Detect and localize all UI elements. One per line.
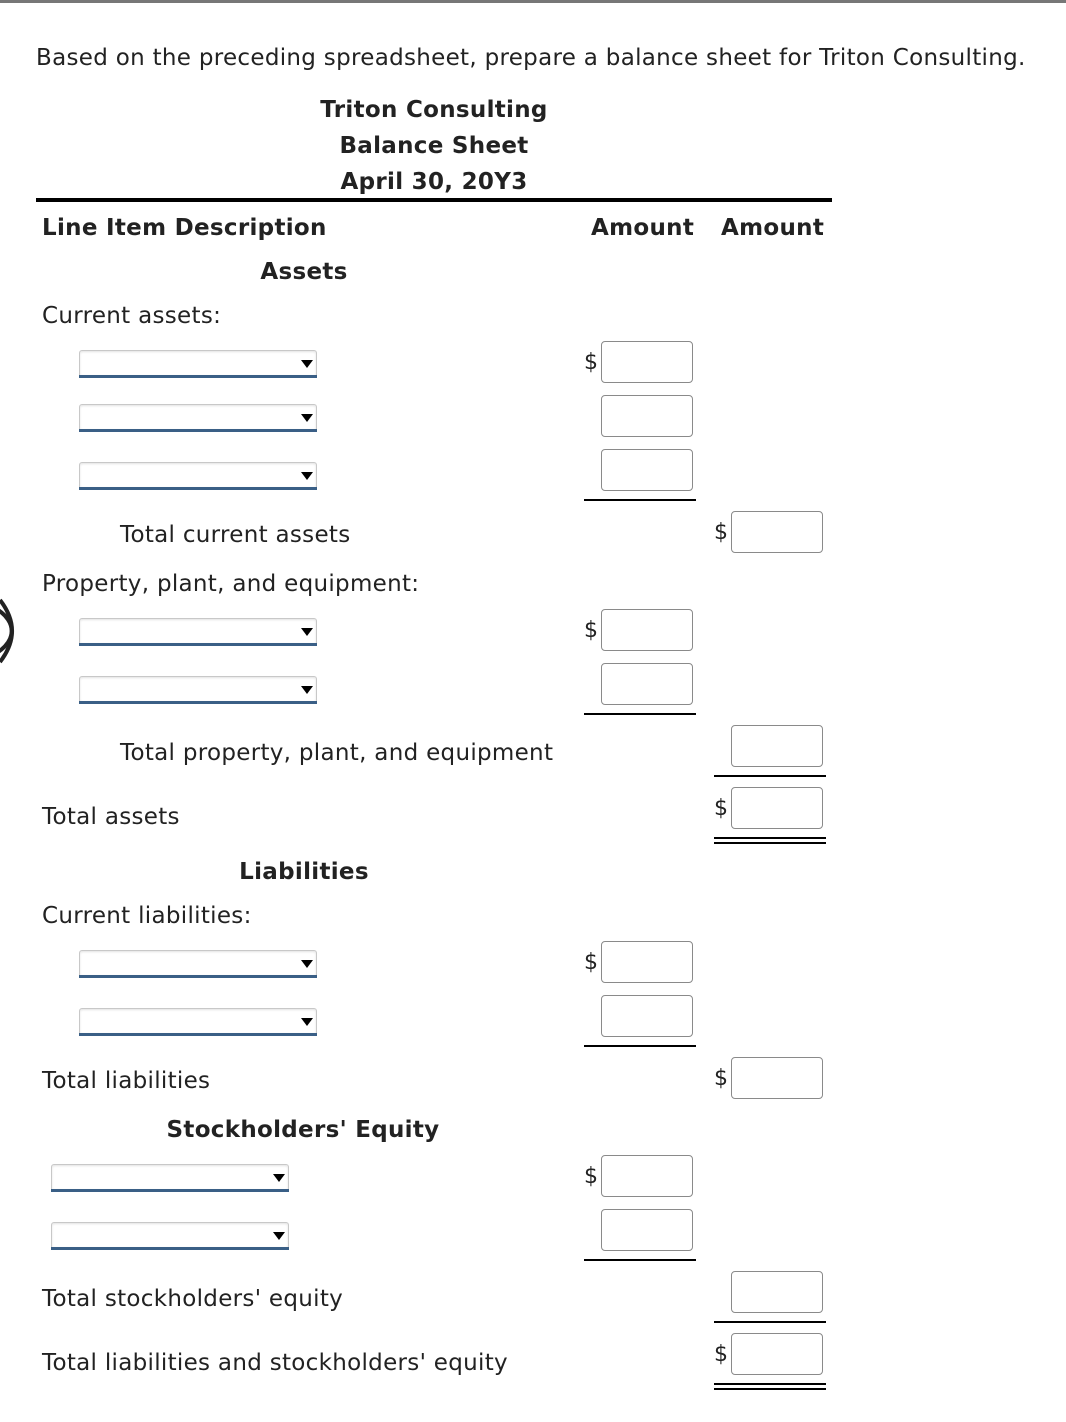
ppe-1-amount-input[interactable]	[601, 609, 693, 651]
current-liability-2-select[interactable]	[79, 1008, 317, 1033]
chevron-down-icon	[301, 360, 313, 368]
ppe-1-select[interactable]	[79, 618, 317, 643]
ppe-label: Property, plant, and equipment:	[42, 571, 420, 597]
dollar-sign: $	[714, 1342, 728, 1367]
total-rule	[714, 775, 826, 777]
column-header-description: Line Item Description	[42, 215, 327, 241]
total-ppe-label: Total property, plant, and equipment	[120, 740, 554, 766]
total-rule	[714, 1321, 826, 1323]
total-equity-input[interactable]	[731, 1271, 823, 1313]
equity-1-select[interactable]	[51, 1164, 289, 1189]
chevron-down-icon	[301, 686, 313, 694]
partial-circle-icon[interactable]	[0, 596, 18, 666]
dollar-sign: $	[584, 350, 598, 375]
assets-heading: Assets	[260, 259, 348, 285]
double-rule-top	[714, 837, 826, 839]
column-header-amount-2: Amount	[721, 215, 825, 241]
total-liabilities-equity-input[interactable]	[731, 1333, 823, 1375]
current-asset-2-select[interactable]	[79, 404, 317, 429]
current-asset-1-select[interactable]	[79, 350, 317, 375]
total-current-assets-label: Total current assets	[120, 522, 351, 548]
ppe-2-select[interactable]	[79, 676, 317, 701]
current-asset-2-amount-input[interactable]	[601, 395, 693, 437]
current-liabilities-label: Current liabilities:	[42, 903, 252, 929]
total-assets-input[interactable]	[731, 787, 823, 829]
header-rule	[36, 198, 832, 202]
statement-title: Balance Sheet	[339, 133, 529, 159]
company-name: Triton Consulting	[320, 97, 548, 123]
chevron-down-icon	[301, 472, 313, 480]
subtotal-rule	[584, 713, 696, 715]
equity-1-amount-input[interactable]	[601, 1155, 693, 1197]
total-ppe-input[interactable]	[731, 725, 823, 767]
double-rule-top	[714, 1383, 826, 1385]
instructions-text: Based on the preceding spreadsheet, prepare a balance sheet for Triton Consulting.	[36, 45, 1026, 71]
equity-2-select[interactable]	[51, 1222, 289, 1247]
current-assets-label: Current assets:	[42, 303, 222, 329]
subtotal-rule	[584, 499, 696, 501]
top-border	[0, 0, 1066, 3]
current-liability-1-amount-input[interactable]	[601, 941, 693, 983]
total-liabilities-label: Total liabilities	[42, 1068, 211, 1094]
dollar-sign: $	[714, 1066, 728, 1091]
total-liabilities-equity-label: Total liabilities and stockholders' equity	[42, 1350, 508, 1376]
current-liability-1-select[interactable]	[79, 950, 317, 975]
dollar-sign: $	[714, 520, 728, 545]
double-rule-bottom	[714, 842, 826, 844]
statement-date: April 30, 20Y3	[340, 169, 528, 195]
dollar-sign: $	[714, 796, 728, 821]
total-liabilities-input[interactable]	[731, 1057, 823, 1099]
total-assets-label: Total assets	[42, 804, 180, 830]
current-asset-3-select[interactable]	[79, 462, 317, 487]
current-asset-3-amount-input[interactable]	[601, 449, 693, 491]
dollar-sign: $	[584, 950, 598, 975]
chevron-down-icon	[301, 414, 313, 422]
total-current-assets-input[interactable]	[731, 511, 823, 553]
chevron-down-icon	[301, 1018, 313, 1026]
dollar-sign: $	[584, 1164, 598, 1189]
total-equity-label: Total stockholders' equity	[42, 1286, 344, 1312]
equity-2-amount-input[interactable]	[601, 1209, 693, 1251]
equity-heading: Stockholders' Equity	[166, 1117, 440, 1143]
column-header-amount-1: Amount	[591, 215, 695, 241]
subtotal-rule	[584, 1045, 696, 1047]
double-rule-bottom	[714, 1388, 826, 1390]
chevron-down-icon	[301, 960, 313, 968]
subtotal-rule	[584, 1259, 696, 1261]
ppe-2-amount-input[interactable]	[601, 663, 693, 705]
current-liability-2-amount-input[interactable]	[601, 995, 693, 1037]
liabilities-heading: Liabilities	[239, 859, 369, 885]
chevron-down-icon	[273, 1232, 285, 1240]
current-asset-1-amount-input[interactable]	[601, 341, 693, 383]
chevron-down-icon	[273, 1174, 285, 1182]
dollar-sign: $	[584, 618, 598, 643]
chevron-down-icon	[301, 628, 313, 636]
